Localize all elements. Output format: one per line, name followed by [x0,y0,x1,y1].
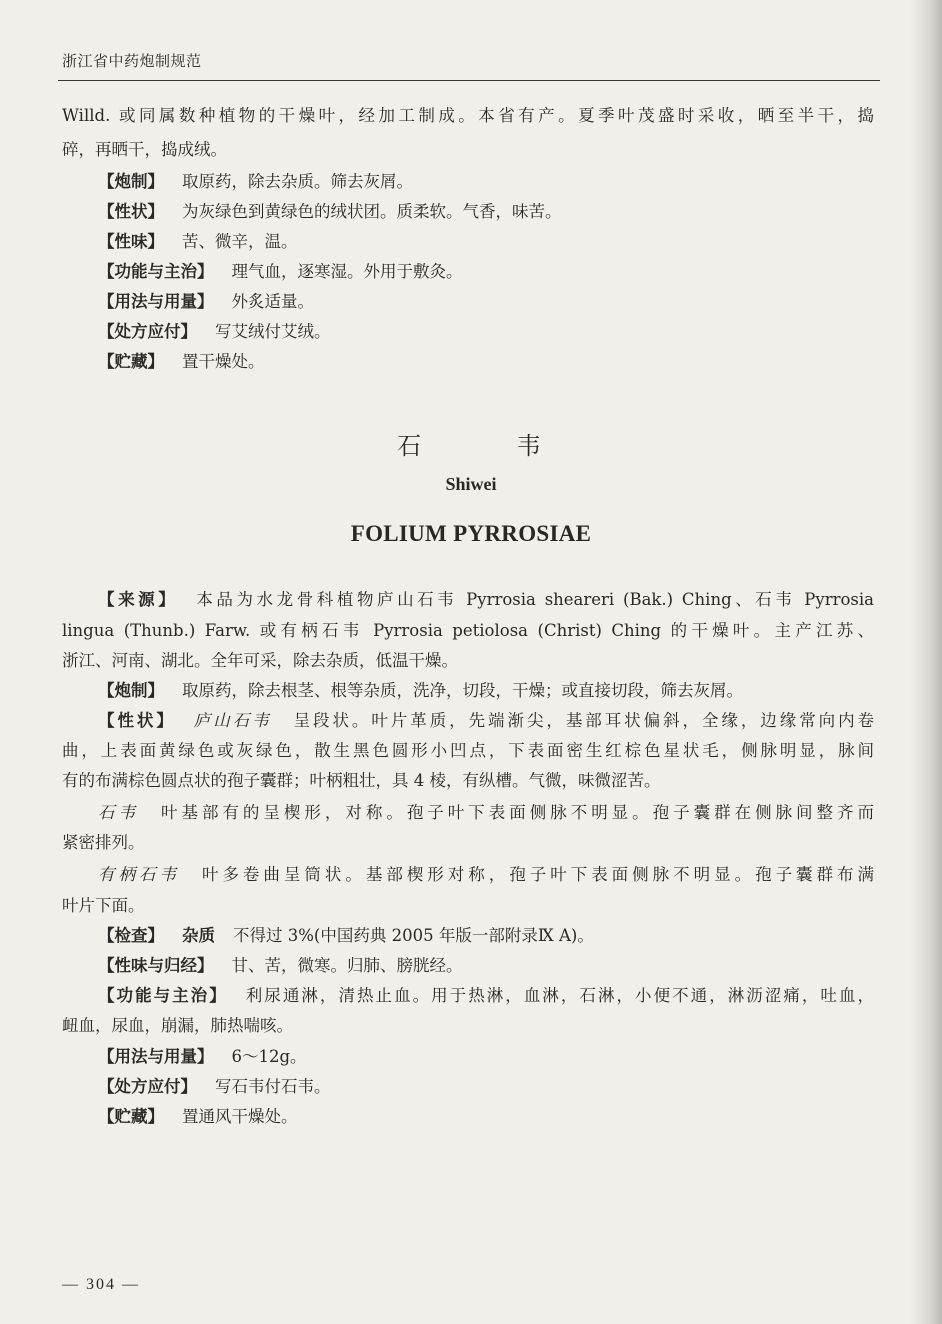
section-label: 【用法与用量】 [98,1047,214,1066]
header-rule [58,80,880,81]
section-label: 【炮制】 [98,681,164,700]
entry-title-pinyin: Shiwei [445,474,497,494]
function-line-1 [98,986,874,1006]
section-label: 【功能与主治】 [98,986,228,1005]
section-text: 苦、微辛，温。 [182,232,298,251]
section-label: 【贮藏】 [98,352,164,371]
function-line-2: 衄血，尿血，崩漏，肺热喘咳。 [62,1016,293,1035]
section-text: 取原药，除去杂质。筛去灰屑。 [182,172,413,191]
sub-heading: 石韦 [98,803,139,822]
section-text: 利尿通淋，清热止血。用于热淋，血淋，石淋，小便不通，淋沥涩痛，吐血， [245,986,875,1005]
previous-usage [98,292,874,312]
section-label: 【贮藏】 [98,1107,164,1126]
section-label: 【性状】 [98,202,164,221]
source-line-3: 浙江、河南、湖北。全年可采，除去杂质，低温干燥。 [62,651,458,670]
previous-source-line-2: 碎，再晒干，捣成绒。 [62,140,227,159]
nature [98,956,874,976]
character-line-1 [98,711,874,731]
section-label: 【检查】 [98,926,164,945]
section-label: 【来源】 [98,590,179,609]
section-label: 【处方应付】 [98,1077,197,1096]
youbing-line-1 [98,865,874,885]
source-line-1 [98,590,874,610]
section-text: 不得过 3%(中国药典 2005 年版一部附录Ⅸ A)。 [233,926,594,945]
shiwei-line-1 [98,803,874,823]
section-text: 外炙适量。 [231,292,314,311]
inspection-item: 杂质 [182,926,215,945]
page-edge-shadow [910,0,942,1324]
section-label: 【炮制】 [98,172,164,191]
previous-processing [98,172,874,192]
previous-storage [98,352,874,372]
section-label: 【性状】 [98,711,176,730]
section-text: 甘、苦，微寒。归肺、膀胱经。 [231,956,463,975]
entry-title-latin: FOLIUM PYRROSIAE [350,521,592,546]
section-text: 叶多卷曲呈筒状。基部楔形对称，孢子叶下表面侧脉不明显。孢子囊群布满 [201,865,875,884]
sub-heading: 庐山石韦 [193,711,272,730]
shiwei-line-2: 紧密排列。 [62,833,145,852]
previous-prescription [98,322,874,342]
page-number: — 304 — [62,1276,140,1293]
prescription [98,1077,874,1097]
section-text: 6～12g。 [231,1047,307,1066]
previous-character [98,202,874,222]
section-text: 呈段状。叶片革质，先端渐尖，基部耳状偏斜，全缘，边缘常向内卷 [293,711,875,730]
section-label: 【用法与用量】 [98,292,214,311]
inspection [98,926,874,946]
previous-source-line-1: Willd. 或同属数种植物的干燥叶，经加工制成。本省有产。夏季叶茂盛时采收，晒至半干，捣 [62,106,874,125]
section-text: 取原药，除去根茎、根等杂质，洗净，切段，干燥；或直接切段，筛去灰屑。 [182,681,743,700]
character-line-2: 曲，上表面黄绿色或灰绿色，散生黑色圆形小凹点，下表面密生红棕色星状毛，侧脉明显，脉间 [62,741,874,760]
character-line-3: 有的布满棕色圆点状的孢子囊群；叶柄粗壮，具 4 棱，有纵槽。气微，味微涩苦。 [62,771,661,790]
usage [98,1047,874,1067]
youbing-line-2: 叶片下面。 [62,896,145,915]
entry-title-chinese: 石 韦 [397,432,545,460]
processing [98,681,874,701]
sub-heading: 有柄石韦 [98,865,180,884]
previous-nature [98,232,874,252]
storage [98,1107,874,1127]
section-text: 本品为水龙骨科植物庐山石韦 Pyrrosia sheareri (Bak.) Ching、石韦 Pyrrosia [196,590,874,609]
section-text: 为灰绿色到黄绿色的绒状团。质柔软。气香，味苦。 [182,202,562,221]
section-text: 写石韦付石韦。 [215,1077,331,1096]
section-text: 叶基部有的呈楔形，对称。孢子叶下表面侧脉不明显。孢子囊群在侧脉间整齐而 [160,803,875,822]
source-line-2: lingua (Thunb.) Farw. 或有柄石韦 Pyrrosia petiolosa (Christ) Ching 的干燥叶。主产江苏、 [62,621,874,640]
section-label: 【处方应付】 [98,322,197,341]
section-text: 置通风干燥处。 [182,1107,298,1126]
section-label: 【功能与主治】 [98,262,214,281]
section-label: 【性味】 [98,232,164,251]
section-text: 理气血，逐寒湿。外用于敷灸。 [231,262,463,281]
section-text: 写艾绒付艾绒。 [215,322,331,341]
section-text: 置干燥处。 [182,352,265,371]
section-label: 【性味与归经】 [98,956,214,975]
running-header: 浙江省中药炮制规范 [62,52,202,70]
previous-function [98,262,874,282]
